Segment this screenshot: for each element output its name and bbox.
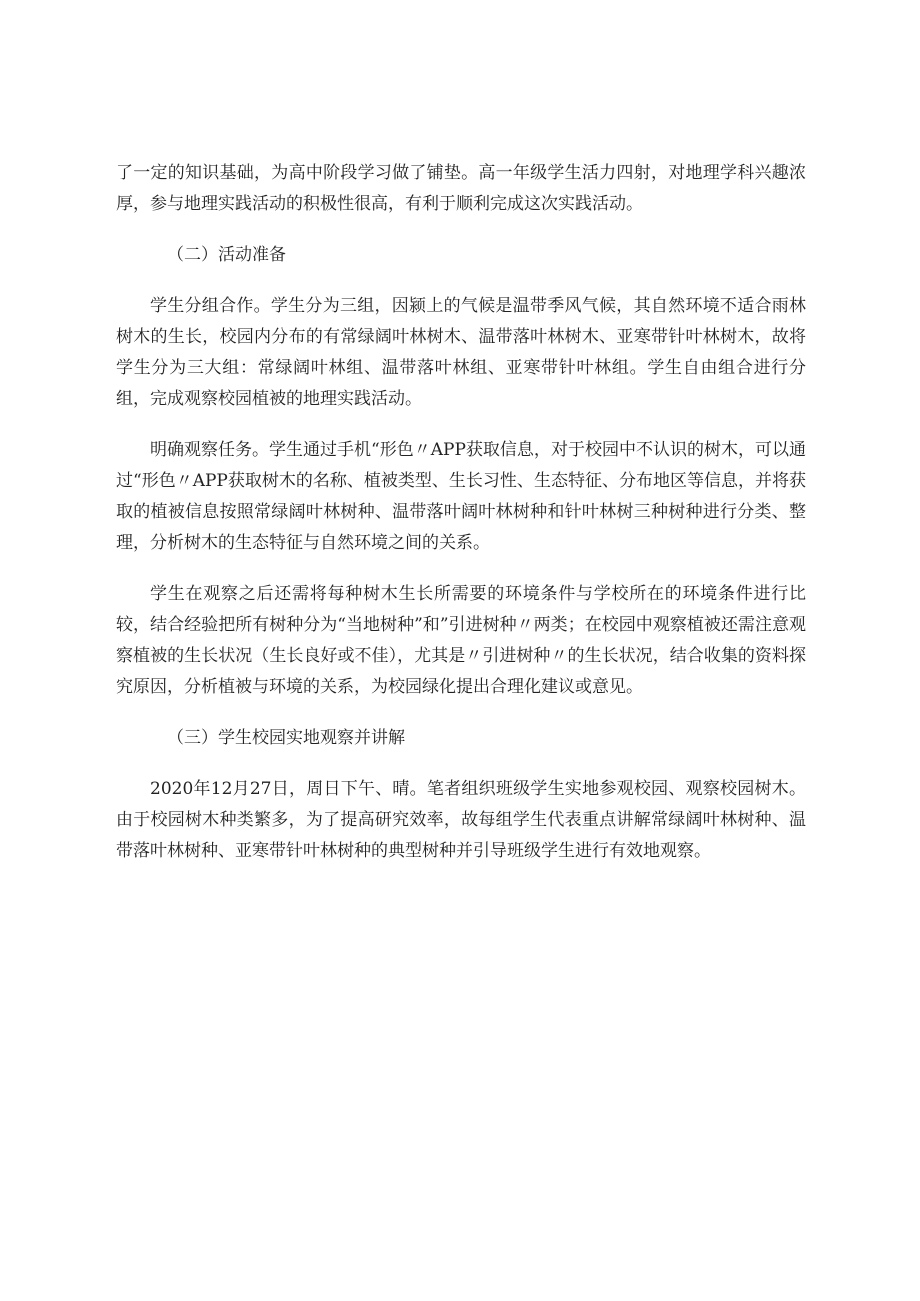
- paragraph-comparison: 学生在观察之后还需将每种树木生长所需要的环境条件与学校所在的环境条件进行比较，结合经验把所有树种分为“当地树种”和”引进树种〃两类；在校园中观察植被还需注意观察植被的生长状况（生长良好或不佳），尤其是〃引进树种〃的生长状况，结合收集的资料探究原因，分析植被与环境的关系，为校园绿化提出合理化建议或意见。: [116, 584, 806, 697]
- section-heading-activity-preparation: （二）活动准备: [167, 245, 286, 265]
- section-heading-field-observation: （三）学生校园实地观察并讲解: [167, 728, 405, 748]
- paragraph-continuation: 了一定的知识基础，为高中阶段学习做了铺垫。高一年级学生活力四射，对地理学科兴趣浓厚，参与地理实践活动的积极性很高，有利于顺利完成这次实践活动。: [116, 163, 806, 214]
- document-body: [116, 158, 806, 887]
- paragraph-field-visit: 2020年12月27日，周日下午、晴。笔者组织班级学生实地参观校园、观察校园树木。由于校园树木种类繁多，为了提高研究效率，故每组学生代表重点讲解常绿阔叶林树种、温带落叶林树种、亚寒带针叶林树种的典型树种并引导班级学生进行有效地观察。: [116, 779, 806, 861]
- paragraph-observation-task: 明确观察任务。学生通过手机“形色〃APP获取信息，对于校园中不认识的树木，可以通过“形色〃APP获取树木的名称、植被类型、生长习性、生态特征、分布地区等信息，并将获取的植被信息按照常绿阔叶林树种、温带落叶阔叶林树种和针叶林树三种树种进行分类、整理，分析树木的生态特征与自然环境之间的关系。: [116, 440, 806, 553]
- paragraph-grouping: 学生分组合作。学生分为三组，因颍上的气候是温带季风气候，其自然环境不适合雨林树木的生长，校园内分布的有常绿阔叶林树木、温带落叶林树木、亚寒带针叶林树木，故将学生分为三大组：常绿阔叶林组、温带落叶林组、亚寒带针叶林组。学生自由组合进行分组，完成观察校园植被的地理实践活动。: [116, 296, 806, 409]
